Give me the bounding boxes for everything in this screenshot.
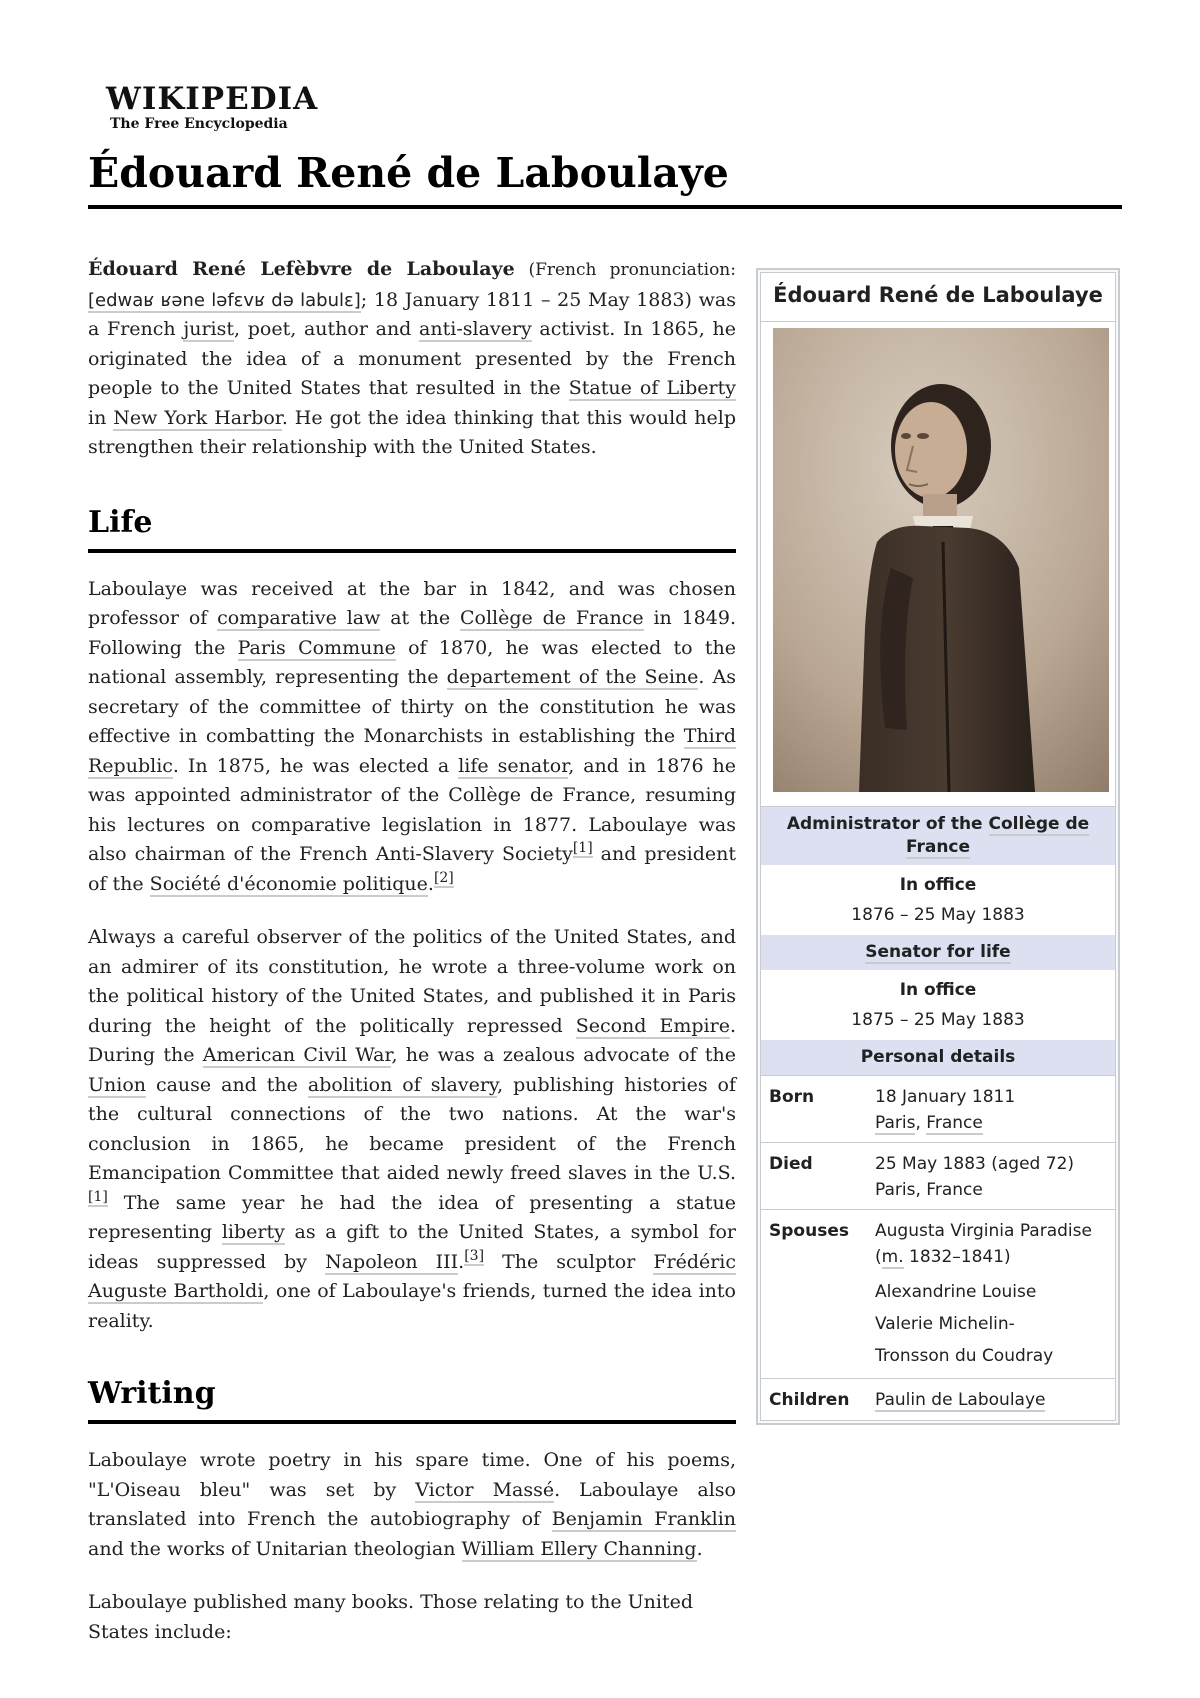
writing-paragraph-1: Laboulaye wrote poetry in his spare time. One of his poems, "L'Oiseau bleu" was set by Victor Massé. Laboulaye also translated into French the autobiography of Benjamin Franklin and the works of Unitarian theologian William Ellery Channing. [88, 1449, 737, 1560]
link-statue-of-liberty[interactable]: Statue of Liberty [568, 377, 736, 399]
link-american-civil-war[interactable]: American Civil War [202, 1044, 392, 1066]
born-label: Born [769, 1087, 815, 1107]
subject-name: Édouard René Lefèbvre de Laboulaye [88, 258, 515, 280]
link-infobox-college-de-france[interactable]: Collège de France [905, 814, 1090, 857]
link-paulin-de-laboulaye[interactable]: Paulin de Laboulaye [875, 1390, 1046, 1410]
link-william-ellery-channing[interactable]: William Ellery Channing [461, 1537, 697, 1560]
link-paris[interactable]: Paris [875, 1113, 916, 1133]
portrait-photo[interactable] [761, 322, 1115, 807]
link-societe-economie-politique[interactable]: Société d'économie politique [149, 872, 428, 895]
link-france[interactable]: France [926, 1113, 983, 1133]
office-header-administrator: Administrator of the Collège de France [761, 807, 1115, 865]
link-anti-slavery[interactable]: anti-slavery [419, 318, 532, 340]
spouses-row: Spouses Augusta Virginia Paradise (m. 1832–1841) Alexandrine Louise Valerie Michelin- Tronsson du Coudray [761, 1209, 1115, 1378]
died-row [761, 1142, 1115, 1209]
article-page [88, 0, 1122, 1698]
personal-details-header: Personal details [761, 1040, 1115, 1075]
office-dates: 1875 – 25 May 1883 [851, 1010, 1025, 1030]
died-label: Died [769, 1154, 813, 1174]
link-life-senator[interactable]: life senator [458, 754, 569, 777]
link-third-republic[interactable]: Third Republic [88, 725, 736, 777]
link-victor-masse[interactable]: Victor Massé [415, 1478, 555, 1501]
heading-life: Life [88, 503, 736, 553]
link-paris-commune[interactable]: Paris Commune [237, 636, 396, 659]
spouse-1-name: Augusta Virginia Paradise [875, 1221, 1092, 1241]
link-senator-for-life[interactable]: Senator for life [865, 942, 1011, 962]
children-row [761, 1378, 1115, 1420]
born-date: 18 January 1811 [875, 1087, 1016, 1107]
link-napoleon-iii[interactable]: Napoleon III [325, 1250, 459, 1273]
link-second-empire[interactable]: Second Empire [575, 1014, 730, 1037]
link-college-de-france[interactable]: Collège de France [459, 607, 644, 629]
in-office-label: In office [899, 875, 977, 895]
logo-tagline: The Free Encyclopedia [110, 116, 288, 132]
citation-1[interactable]: [1] [88, 1188, 108, 1205]
article-body [88, 255, 736, 1647]
life-paragraph-2: Always a careful observer of the politics of the United States, and an admirer of its constitution, he wrote a three-volume work on the political history of the United States, and published it in Paris during the height of the politically repressed Second Empire. During the American Civil War, he was a zealous advocate of the Union cause and the abolition of slavery, publishing histories of the cultural connections of the two nations. At the war's conclusion in 1865, he became president of the French Emancipation Committee that aided newly freed slaves in the U.S.[1] The same year he had the idea of presenting a statue representing liberty as a gift to the United States, a symbol for ideas suppressed by Napoleon III.[3] The sculptor Frédéric Auguste Bartholdi, one of Laboulaye's friends, turned the idea into reality. [88, 926, 737, 1332]
lead-paragraph: Édouard René Lefèbvre de Laboulaye (French pronunciation: [edwaʁ ʁəne ləfɛvʁ də labulɛ]; 18 January 1811 – 25 May 1883) was a French jurist, poet, author and anti-slavery activist. In 1865, he originated the idea of a monument presented by the French people to the United States that resulted in the Statue of Liberty in New York Harbor. He got the idea thinking that this would help strengthen their relationship with the United States. [88, 258, 737, 458]
link-union[interactable]: Union [88, 1073, 147, 1096]
children-label: Children [769, 1390, 850, 1410]
citation-3[interactable]: [3] [464, 1247, 485, 1264]
office-header-senator [761, 935, 1115, 970]
link-departement-seine[interactable]: departement of the Seine [446, 666, 699, 688]
life-paragraph-1: Laboulaye was received at the bar in 1842, and was chosen professor of comparative law at the Collège de France in 1849. Following the Paris Commune of 1870, he was elected to the national assembly, representing the departement of the Seine. As secretary of the committee of thirty on the constitution he was effective in combatting the Monarchists in establishing the Third Republic. In 1875, he was elected a life senator, and in 1876 he was appointed administrator of the Collège de France, resuming his lectures on comparative legislation in 1877. Laboulaye was also chairman of the French Anti-Slavery Society[1] and president of the Société d'économie politique.[2] [88, 577, 737, 895]
born-row: Born 18 January 1811 Paris, France [761, 1075, 1115, 1142]
spouse-2-line-3: Tronsson du Coudray [875, 1346, 1054, 1366]
link-abolition-of-slavery[interactable]: abolition of slavery [307, 1073, 498, 1096]
link-bartholdi[interactable]: Frédéric Auguste Bartholdi [88, 1250, 737, 1302]
link-benjamin-franklin[interactable]: Benjamin Franklin [551, 1508, 737, 1530]
spouse-2-line-2: Valerie Michelin- [875, 1314, 1015, 1334]
page-title: Édouard René de Laboulaye [88, 149, 729, 197]
portrait-image [773, 328, 1109, 792]
office-dates: 1876 – 25 May 1883 [851, 905, 1025, 925]
link-new-york-harbor[interactable]: New York Harbor [113, 406, 282, 429]
writing-paragraph-2: Laboulaye published many books. Those relating to the United States include: [88, 1591, 693, 1643]
wikipedia-logo[interactable] [106, 82, 326, 132]
in-office-label: In office [899, 980, 977, 1000]
died-place: Paris, France [875, 1180, 983, 1200]
infobox-title: Édouard René de Laboulaye [761, 273, 1115, 322]
spouse-2-line-1: Alexandrine Louise [875, 1282, 1037, 1302]
heading-writing: Writing [88, 1374, 736, 1424]
title-divider [88, 205, 1122, 209]
citation-2[interactable]: [2] [433, 869, 454, 886]
citation-1[interactable]: [1] [572, 840, 593, 856]
logo-wordmark: WIKIPEDIA [106, 81, 319, 117]
married-abbr[interactable]: m. [881, 1247, 904, 1267]
link-jurist[interactable]: jurist [183, 318, 235, 340]
link-comparative-law[interactable]: comparative law [217, 607, 381, 629]
died-date: 25 May 1883 (aged 72) [875, 1154, 1075, 1174]
spouses-label: Spouses [769, 1221, 849, 1241]
infobox [756, 268, 1120, 1425]
link-liberty[interactable]: liberty [221, 1221, 285, 1243]
ipa-link[interactable]: [edwaʁ ʁəne ləfɛvʁ də labulɛ] [88, 289, 361, 311]
